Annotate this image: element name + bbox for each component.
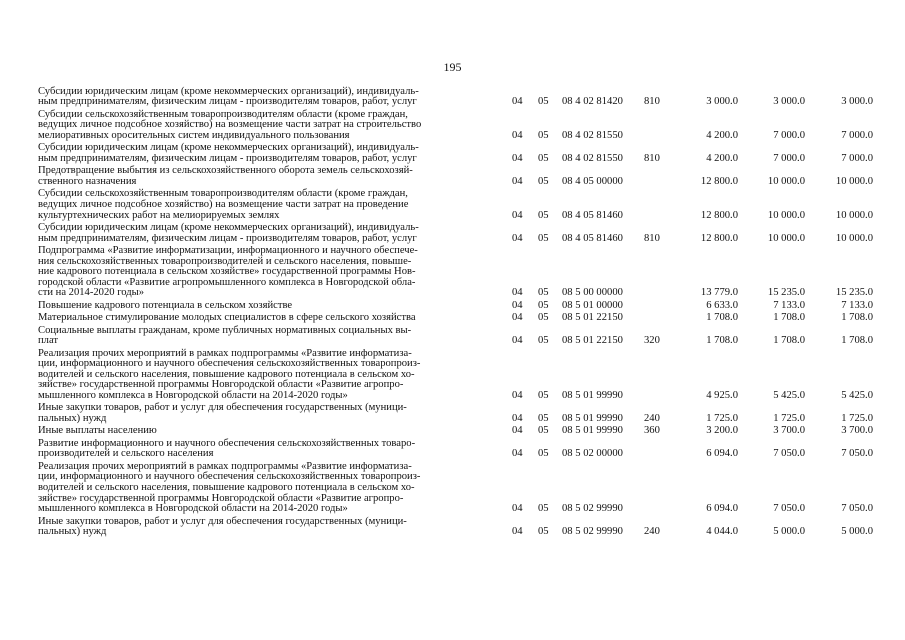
expense-type-code: 240 — [644, 526, 660, 538]
amount-year-2: 1 725.0 — [773, 412, 805, 424]
amount-year-2: 5 000.0 — [773, 526, 805, 538]
amount-year-2: 7 000.0 — [773, 130, 805, 141]
description-line: плат — [38, 335, 59, 347]
description-line: Предотвращение выбытия из сельскохозяйственного оборота земель сельскохозяй- — [38, 165, 413, 177]
amount-year-2: 1 708.0 — [773, 335, 805, 347]
target-article-code: 08 4 05 81460 — [562, 209, 623, 221]
subsection-code: 05 — [538, 176, 549, 187]
target-article-code: 08 4 02 81550 — [562, 153, 623, 164]
amount-year-2: 1 708.0 — [773, 312, 805, 324]
row-description — [38, 517, 508, 538]
row-description — [38, 403, 508, 424]
amount-year-3: 7 000.0 — [841, 153, 873, 164]
row-description — [38, 462, 508, 515]
description-line: ным предпринимателям, физическим лицам - производителям товаров, работ, услуг — [38, 232, 417, 244]
description-line: производителей и сельского населения — [38, 448, 214, 460]
subsection-code: 05 — [538, 96, 549, 108]
amount-year-3: 10 000.0 — [835, 209, 873, 221]
amount-year-2: 7 000.0 — [773, 153, 805, 164]
description-line: ции, информационного и научного обеспечения сельскохозяйственных товаропроиз- — [38, 358, 421, 370]
amount-year-3: 1 725.0 — [841, 412, 873, 424]
description-line: городской области «Развитие агропромышленного комплекса в Новгородской обла- — [38, 276, 416, 288]
table-row — [0, 311, 905, 323]
amount-year-3: 3 000.0 — [841, 96, 873, 108]
subsection-code: 05 — [538, 287, 549, 299]
row-description — [38, 349, 508, 402]
description-line: ным предпринимателям, физическим лицам - производителям товаров, работ, услуг — [38, 153, 417, 164]
table-row — [0, 425, 905, 437]
amount-year-1: 1 708.0 — [706, 312, 738, 324]
amount-year-2: 7 050.0 — [773, 503, 805, 515]
target-article-code: 08 4 05 81460 — [562, 232, 623, 244]
table-row — [0, 108, 905, 142]
section-code: 04 — [512, 448, 523, 460]
amount-year-2: 5 425.0 — [773, 389, 805, 401]
subsection-code: 05 — [538, 232, 549, 244]
target-article-code: 08 5 01 99990 — [562, 412, 623, 424]
table-row — [0, 221, 905, 244]
amount-year-1: 13 779.0 — [700, 287, 738, 299]
description-line: Подпрограмма «Развитие информатизации, информационного и научного обеспече- — [38, 245, 418, 257]
subsection-code: 05 — [538, 153, 549, 164]
expense-type-code: 320 — [644, 335, 660, 347]
amount-year-3: 5 425.0 — [841, 389, 873, 401]
amount-year-1: 12 800.0 — [700, 232, 738, 244]
table-row — [0, 142, 905, 165]
target-article-code: 08 4 02 81550 — [562, 130, 623, 141]
description-line: Иные выплаты населению — [38, 425, 157, 437]
target-article-code: 08 4 05 00000 — [562, 176, 623, 187]
amount-year-1: 4 200.0 — [706, 130, 738, 141]
amount-year-3: 15 235.0 — [835, 287, 873, 299]
row-description — [38, 110, 508, 142]
section-code: 04 — [512, 96, 523, 108]
subsection-code: 05 — [538, 299, 549, 311]
description-line: Повышение кадрового потенциала в сельском хозяйстве — [38, 299, 293, 311]
description-line: водителей и сельского населения, повышение кадрового потенциала в сельском хо- — [38, 481, 415, 493]
amount-year-2: 3 700.0 — [773, 425, 805, 437]
section-code: 04 — [512, 232, 523, 244]
table-row — [0, 347, 905, 402]
expense-type-code: 240 — [644, 412, 660, 424]
section-code: 04 — [512, 299, 523, 311]
expense-type-code: 360 — [644, 425, 660, 437]
amount-year-1: 3 000.0 — [706, 96, 738, 108]
table-row — [0, 402, 905, 425]
amount-year-2: 7 050.0 — [773, 448, 805, 460]
subsection-code: 05 — [538, 412, 549, 424]
section-code: 04 — [512, 335, 523, 347]
section-code: 04 — [512, 153, 523, 164]
row-description — [38, 87, 508, 108]
amount-year-2: 10 000.0 — [767, 209, 805, 221]
amount-year-3: 10 000.0 — [835, 176, 873, 187]
amount-year-2: 10 000.0 — [767, 232, 805, 244]
description-line: ным предпринимателям, физическим лицам - производителям товаров, работ, услуг — [38, 96, 417, 108]
amount-year-3: 1 708.0 — [841, 312, 873, 324]
table-row — [0, 299, 905, 311]
subsection-code: 05 — [538, 503, 549, 515]
target-article-code: 08 5 01 99990 — [562, 425, 623, 437]
target-article-code: 08 5 00 00000 — [562, 287, 623, 299]
section-code: 04 — [512, 412, 523, 424]
section-code: 04 — [512, 526, 523, 538]
section-code: 04 — [512, 425, 523, 437]
section-code: 04 — [512, 287, 523, 299]
amount-year-1: 1 725.0 — [706, 412, 738, 424]
amount-year-2: 10 000.0 — [767, 176, 805, 187]
description-line: мышленного комплекса в Новгородской области на 2014-2020 годы» — [38, 389, 348, 401]
section-code: 04 — [512, 209, 523, 221]
row-description — [38, 189, 508, 221]
amount-year-1: 4 044.0 — [706, 526, 738, 538]
amount-year-1: 4 200.0 — [706, 153, 738, 164]
amount-year-1: 12 800.0 — [700, 176, 738, 187]
description-line: Субсидии юридическим лицам (кроме некоммерческих организаций), индивидуаль- — [38, 142, 419, 154]
description-line: водителей и сельского населения, повышение кадрового потенциала в сельском хо- — [38, 368, 415, 380]
description-line: ведущих личное подсобное хозяйство) на возмещение части затрат на проведение — [38, 199, 409, 210]
subsection-code: 05 — [538, 209, 549, 221]
description-line: мышленного комплекса в Новгородской области на 2014-2020 годы» — [38, 503, 348, 515]
table-row — [0, 85, 905, 108]
amount-year-3: 1 708.0 — [841, 335, 873, 347]
description-line: ние кадрового потенциала в сельском хозяйстве» государственной программы Нов- — [38, 266, 416, 278]
row-description — [38, 326, 508, 347]
section-code: 04 — [512, 503, 523, 515]
amount-year-3: 5 000.0 — [841, 526, 873, 538]
amount-year-1: 6 633.0 — [706, 299, 738, 311]
row-description — [38, 223, 508, 244]
description-line: пальных) нужд — [38, 412, 107, 424]
description-line: ственного назначения — [38, 176, 137, 187]
amount-year-3: 3 700.0 — [841, 425, 873, 437]
amount-year-1: 3 200.0 — [706, 425, 738, 437]
budget-table — [0, 85, 905, 538]
target-article-code: 08 4 02 81420 — [562, 96, 623, 108]
amount-year-1: 6 094.0 — [706, 448, 738, 460]
target-article-code: 08 5 02 00000 — [562, 448, 623, 460]
row-description — [38, 439, 508, 460]
description-line: Развитие информационного и научного обеспечения сельскохозяйственных товаро- — [38, 437, 416, 449]
description-line: Социальные выплаты гражданам, кроме публичных нормативных социальных вы- — [38, 324, 412, 336]
table-row — [0, 515, 905, 538]
description-line: Реализация прочих мероприятий в рамках подпрограммы «Развитие информатиза- — [38, 460, 412, 472]
target-article-code: 08 5 01 22150 — [562, 335, 623, 347]
subsection-code: 05 — [538, 335, 549, 347]
subsection-code: 05 — [538, 425, 549, 437]
row-description — [38, 301, 508, 312]
row-description — [38, 313, 508, 324]
description-line: мелиоративных оросительных систем индивидуального пользования — [38, 130, 350, 141]
page-number: 195 — [443, 60, 462, 74]
description-line: Субсидии юридическим лицам (кроме некоммерческих организаций), индивидуаль- — [38, 85, 419, 97]
amount-year-3: 7 050.0 — [841, 503, 873, 515]
amount-year-3: 7 000.0 — [841, 130, 873, 141]
description-line: зяйстве» государственной программы Новгородской области «Развитие агропро- — [38, 492, 404, 504]
section-code: 04 — [512, 312, 523, 324]
target-article-code: 08 5 01 22150 — [562, 312, 623, 324]
amount-year-2: 3 000.0 — [773, 96, 805, 108]
description-line: ведущих личное подсобное хозяйство) на возмещение части затрат на строительство — [38, 119, 422, 131]
description-line: ции, информационного и научного обеспечения сельскохозяйственных товаропроиз- — [38, 471, 421, 483]
description-line: сти на 2014-2020 годы» — [38, 287, 145, 299]
subsection-code: 05 — [538, 389, 549, 401]
amount-year-1: 4 925.0 — [706, 389, 738, 401]
row-description — [38, 426, 508, 437]
target-article-code: 08 5 02 99990 — [562, 526, 623, 538]
description-line: Субсидии сельскохозяйственным товаропроизводителям области (кроме граждан, — [38, 188, 408, 200]
target-article-code: 08 5 01 00000 — [562, 299, 623, 311]
description-line: зяйстве» государственной программы Новгородской области «Развитие агропро- — [38, 379, 404, 391]
amount-year-1: 1 708.0 — [706, 335, 738, 347]
amount-year-2: 7 133.0 — [773, 299, 805, 311]
expense-type-code: 810 — [644, 96, 660, 108]
amount-year-3: 7 050.0 — [841, 448, 873, 460]
subsection-code: 05 — [538, 526, 549, 538]
subsection-code: 05 — [538, 312, 549, 324]
amount-year-1: 12 800.0 — [700, 209, 738, 221]
subsection-code: 05 — [538, 448, 549, 460]
section-code: 04 — [512, 389, 523, 401]
subsection-code: 05 — [538, 130, 549, 141]
row-description — [38, 246, 508, 299]
row-description — [38, 166, 508, 187]
amount-year-1: 6 094.0 — [706, 503, 738, 515]
table-row — [0, 188, 905, 222]
description-line: Иные закупки товаров, работ и услуг для обеспечения государственных (муници- — [38, 515, 407, 527]
row-description — [38, 143, 508, 164]
description-line: культуртехнических работ на мелиорируемых землях — [38, 209, 280, 221]
section-code: 04 — [512, 130, 523, 141]
expense-type-code: 810 — [644, 232, 660, 244]
description-line: ния сельскохозяйственных товаропроизводителей и сельского населения, повыше- — [38, 255, 412, 267]
description-line: пальных) нужд — [38, 526, 107, 538]
table-row — [0, 460, 905, 515]
amount-year-2: 15 235.0 — [767, 287, 805, 299]
description-line: Иные закупки товаров, работ и услуг для обеспечения государственных (муници- — [38, 402, 407, 414]
description-line: Субсидии юридическим лицам (кроме некоммерческих организаций), индивидуаль- — [38, 222, 419, 233]
description-line: Реализация прочих мероприятий в рамках подпрограммы «Развитие информатиза- — [38, 347, 412, 359]
target-article-code: 08 5 02 99990 — [562, 503, 623, 515]
table-row — [0, 165, 905, 188]
table-row — [0, 324, 905, 347]
table-row — [0, 244, 905, 299]
table-row — [0, 437, 905, 460]
expense-type-code: 810 — [644, 153, 660, 164]
description-line: Субсидии сельскохозяйственным товаропроизводителям области (кроме граждан, — [38, 108, 408, 120]
amount-year-3: 10 000.0 — [835, 232, 873, 244]
section-code: 04 — [512, 176, 523, 187]
target-article-code: 08 5 01 99990 — [562, 389, 623, 401]
amount-year-3: 7 133.0 — [841, 299, 873, 311]
description-line: Материальное стимулирование молодых специалистов в сфере сельского хозяйства — [38, 312, 416, 324]
